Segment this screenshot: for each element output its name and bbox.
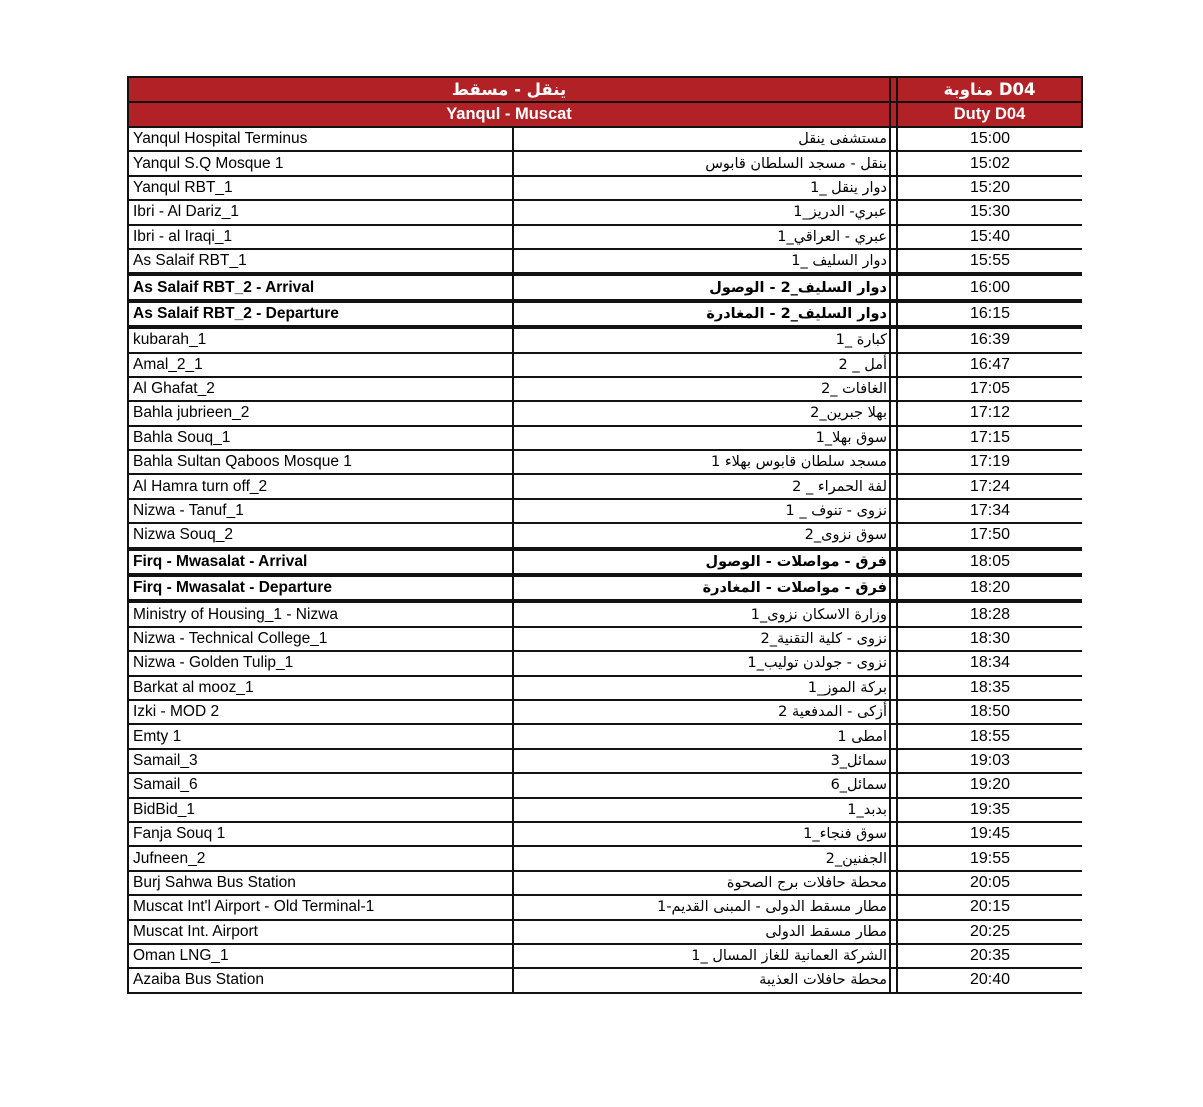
time-cell: 18:55 (897, 724, 1082, 748)
column-gutter (890, 724, 897, 748)
route-title-row (128, 77, 1082, 102)
time-cell: 20:35 (897, 944, 1082, 968)
station-name-english: Nizwa - Technical College_1 (128, 627, 513, 651)
time-cell: 18:35 (897, 676, 1082, 700)
station-name-english: kubarah_1 (128, 327, 513, 352)
duty-label-arabic: مناوبة D04 (897, 77, 1082, 102)
schedule-row (128, 871, 1082, 895)
station-name-english: BidBid_1 (128, 798, 513, 822)
column-gutter (890, 176, 897, 200)
station-name-english: Nizwa - Golden Tulip_1 (128, 651, 513, 675)
schedule-row (128, 450, 1082, 474)
station-name-arabic: سوق فنجاء_1 (513, 822, 890, 846)
time-cell: 18:50 (897, 700, 1082, 724)
station-name-arabic: الجفنين_2 (513, 846, 890, 870)
column-gutter (890, 301, 897, 327)
time-cell: 19:03 (897, 749, 1082, 773)
station-name-arabic: بدبد_1 (513, 798, 890, 822)
station-name-arabic: بهلا جبرين_2 (513, 401, 890, 425)
column-gutter (890, 274, 897, 300)
column-gutter (890, 327, 897, 352)
schedule-row (128, 944, 1082, 968)
station-name-english: Fanja Souq 1 (128, 822, 513, 846)
column-gutter (890, 549, 897, 575)
column-gutter (890, 499, 897, 523)
station-name-english: Ministry of Housing_1 - Nizwa (128, 601, 513, 626)
time-cell: 16:39 (897, 327, 1082, 352)
time-cell: 17:15 (897, 426, 1082, 450)
station-name-arabic: أزكى - المدفعية 2 (513, 700, 890, 724)
station-name-arabic: مطار مسقط الدولى - المبنى القديم-1 (513, 895, 890, 919)
station-name-arabic: سمائل_6 (513, 773, 890, 797)
station-name-english: Yanqul RBT_1 (128, 176, 513, 200)
column-gutter (890, 968, 897, 992)
schedule-row (128, 225, 1082, 249)
station-name-english: Emty 1 (128, 724, 513, 748)
schedule-row (128, 749, 1082, 773)
station-name-english: Azaiba Bus Station (128, 968, 513, 992)
schedule-row (128, 523, 1082, 548)
station-name-arabic: لفة الحمراء _ 2 (513, 474, 890, 498)
station-name-arabic: مستشفى ينقل (513, 127, 890, 151)
time-cell: 16:15 (897, 301, 1082, 327)
station-name-arabic: بركة الموز_1 (513, 676, 890, 700)
time-cell: 18:30 (897, 627, 1082, 651)
route-title-english: Yanqul - Muscat (128, 102, 890, 127)
schedule-row (128, 151, 1082, 175)
time-cell: 19:20 (897, 773, 1082, 797)
column-gutter (890, 474, 897, 498)
station-name-arabic: الشركة العمانية للغاز المسال _1 (513, 944, 890, 968)
schedule-row (128, 377, 1082, 401)
time-cell: 15:02 (897, 151, 1082, 175)
time-cell: 15:00 (897, 127, 1082, 151)
station-name-arabic: نزوى - تنوف _ 1 (513, 499, 890, 523)
schedule-row (128, 651, 1082, 675)
time-cell: 18:34 (897, 651, 1082, 675)
station-name-english: Bahla jubrieen_2 (128, 401, 513, 425)
station-name-english: Barkat al mooz_1 (128, 676, 513, 700)
station-name-english: Muscat Int. Airport (128, 920, 513, 944)
time-cell: 16:00 (897, 274, 1082, 300)
column-gutter (890, 822, 897, 846)
time-cell: 17:24 (897, 474, 1082, 498)
station-name-english: Jufneen_2 (128, 846, 513, 870)
station-name-english: As Salaif RBT_2 - Arrival (128, 274, 513, 300)
column-gutter (890, 749, 897, 773)
station-name-arabic: فرق - مواصلات - المغادرة (513, 575, 890, 601)
station-name-arabic: مطار مسقط الدولى (513, 920, 890, 944)
station-name-english: Al Ghafat_2 (128, 377, 513, 401)
schedule-row (128, 401, 1082, 425)
station-name-english: Oman LNG_1 (128, 944, 513, 968)
station-name-english: Bahla Souq_1 (128, 426, 513, 450)
time-cell: 15:40 (897, 225, 1082, 249)
station-name-arabic: أمل _ 2 (513, 353, 890, 377)
station-name-arabic: دوار السليف_2 - المغادرة (513, 301, 890, 327)
station-name-arabic: عبري- الدريز_1 (513, 200, 890, 224)
station-name-arabic: محطة حافلات برج الصحوة (513, 871, 890, 895)
column-gutter (890, 225, 897, 249)
schedule-row (128, 676, 1082, 700)
schedule-row (128, 968, 1082, 992)
station-name-arabic: محطة حافلات العذيبة (513, 968, 890, 992)
time-cell: 18:20 (897, 575, 1082, 601)
column-gutter (890, 401, 897, 425)
schedule-row (128, 549, 1082, 575)
column-gutter (890, 200, 897, 224)
time-cell: 15:20 (897, 176, 1082, 200)
duty-timetable (127, 76, 1083, 994)
column-gutter (890, 627, 897, 651)
schedule-row (128, 700, 1082, 724)
schedule-row (128, 200, 1082, 224)
column-gutter (890, 127, 897, 151)
schedule-row (128, 127, 1082, 151)
station-name-english: As Salaif RBT_2 - Departure (128, 301, 513, 327)
column-gutter (890, 575, 897, 601)
schedule-row (128, 353, 1082, 377)
station-name-english: Izki - MOD 2 (128, 700, 513, 724)
column-gutter (890, 895, 897, 919)
column-gutter (890, 798, 897, 822)
schedule-row (128, 920, 1082, 944)
schedule-row (128, 249, 1082, 274)
column-gutter (890, 77, 897, 102)
station-name-english: Amal_2_1 (128, 353, 513, 377)
column-gutter (890, 450, 897, 474)
time-cell: 18:05 (897, 549, 1082, 575)
station-name-arabic: الغافات _2 (513, 377, 890, 401)
station-name-arabic: عبري - العراقي_1 (513, 225, 890, 249)
column-gutter (890, 377, 897, 401)
station-name-arabic: مسجد سلطان قابوس بهلاء 1 (513, 450, 890, 474)
column-gutter (890, 249, 897, 274)
schedule-row (128, 575, 1082, 601)
station-name-arabic: دوار السليف_2 - الوصول (513, 274, 890, 300)
schedule-row (128, 327, 1082, 352)
time-cell: 20:05 (897, 871, 1082, 895)
column-gutter (890, 944, 897, 968)
schedule-row (128, 846, 1082, 870)
schedule-row (128, 176, 1082, 200)
column-gutter (890, 773, 897, 797)
schedule-row (128, 798, 1082, 822)
station-name-arabic: وزارة الاسكان نزوى_1 (513, 601, 890, 626)
column-gutter (890, 846, 897, 870)
station-name-english: Firq - Mwasalat - Arrival (128, 549, 513, 575)
schedule-row (128, 426, 1082, 450)
time-cell: 18:28 (897, 601, 1082, 626)
station-name-english: Samail_3 (128, 749, 513, 773)
time-cell: 16:47 (897, 353, 1082, 377)
station-name-arabic: سوق نزوى_2 (513, 523, 890, 548)
time-cell: 20:40 (897, 968, 1082, 992)
route-title-row-en (128, 102, 1082, 127)
column-gutter (890, 601, 897, 626)
column-gutter (890, 426, 897, 450)
station-name-english: Samail_6 (128, 773, 513, 797)
column-gutter (890, 871, 897, 895)
time-cell: 17:12 (897, 401, 1082, 425)
station-name-arabic: نزوى - جولدن توليب_1 (513, 651, 890, 675)
time-cell: 15:55 (897, 249, 1082, 274)
column-gutter (890, 353, 897, 377)
station-name-arabic: بنقل - مسجد السلطان قابوس (513, 151, 890, 175)
schedule-row (128, 822, 1082, 846)
time-cell: 17:05 (897, 377, 1082, 401)
station-name-arabic: دوار السليف _1 (513, 249, 890, 274)
station-name-english: Nizwa Souq_2 (128, 523, 513, 548)
schedule-row (128, 601, 1082, 626)
schedule-row (128, 274, 1082, 300)
station-name-arabic: سوق بهلا_1 (513, 426, 890, 450)
schedule-row (128, 895, 1082, 919)
station-name-english: Ibri - al Iraqi_1 (128, 225, 513, 249)
station-name-arabic: نزوى - كلية التقنية_2 (513, 627, 890, 651)
column-gutter (890, 651, 897, 675)
duty-label-english: Duty D04 (897, 102, 1082, 127)
time-cell: 17:50 (897, 523, 1082, 548)
schedule-row (128, 773, 1082, 797)
station-name-english: As Salaif RBT_1 (128, 249, 513, 274)
column-gutter (890, 102, 897, 127)
station-name-english: Muscat Int'l Airport - Old Terminal-1 (128, 895, 513, 919)
column-gutter (890, 920, 897, 944)
time-cell: 19:45 (897, 822, 1082, 846)
station-name-arabic: فرق - مواصلات - الوصول (513, 549, 890, 575)
station-name-arabic: امطى 1 (513, 724, 890, 748)
schedule-row (128, 499, 1082, 523)
station-name-arabic: سمائل_3 (513, 749, 890, 773)
station-name-english: Ibri - Al Dariz_1 (128, 200, 513, 224)
station-name-english: Nizwa - Tanuf_1 (128, 499, 513, 523)
station-name-english: Burj Sahwa Bus Station (128, 871, 513, 895)
time-cell: 17:34 (897, 499, 1082, 523)
schedule-row (128, 627, 1082, 651)
time-cell: 19:35 (897, 798, 1082, 822)
column-gutter (890, 151, 897, 175)
schedule-table (127, 76, 1083, 994)
station-name-english: Al Hamra turn off_2 (128, 474, 513, 498)
schedule-body (128, 127, 1082, 993)
column-gutter (890, 676, 897, 700)
station-name-english: Yanqul S.Q Mosque 1 (128, 151, 513, 175)
station-name-english: Bahla Sultan Qaboos Mosque 1 (128, 450, 513, 474)
time-cell: 19:55 (897, 846, 1082, 870)
column-gutter (890, 523, 897, 548)
column-gutter (890, 700, 897, 724)
time-cell: 20:15 (897, 895, 1082, 919)
schedule-row (128, 724, 1082, 748)
station-name-english: Yanqul Hospital Terminus (128, 127, 513, 151)
time-cell: 15:30 (897, 200, 1082, 224)
route-title-arabic: ينقل - مسقط (128, 77, 890, 102)
station-name-arabic: كبارة _1 (513, 327, 890, 352)
time-cell: 20:25 (897, 920, 1082, 944)
time-cell: 17:19 (897, 450, 1082, 474)
station-name-english: Firq - Mwasalat - Departure (128, 575, 513, 601)
schedule-row (128, 474, 1082, 498)
schedule-row (128, 301, 1082, 327)
station-name-arabic: دوار ينقل _1 (513, 176, 890, 200)
